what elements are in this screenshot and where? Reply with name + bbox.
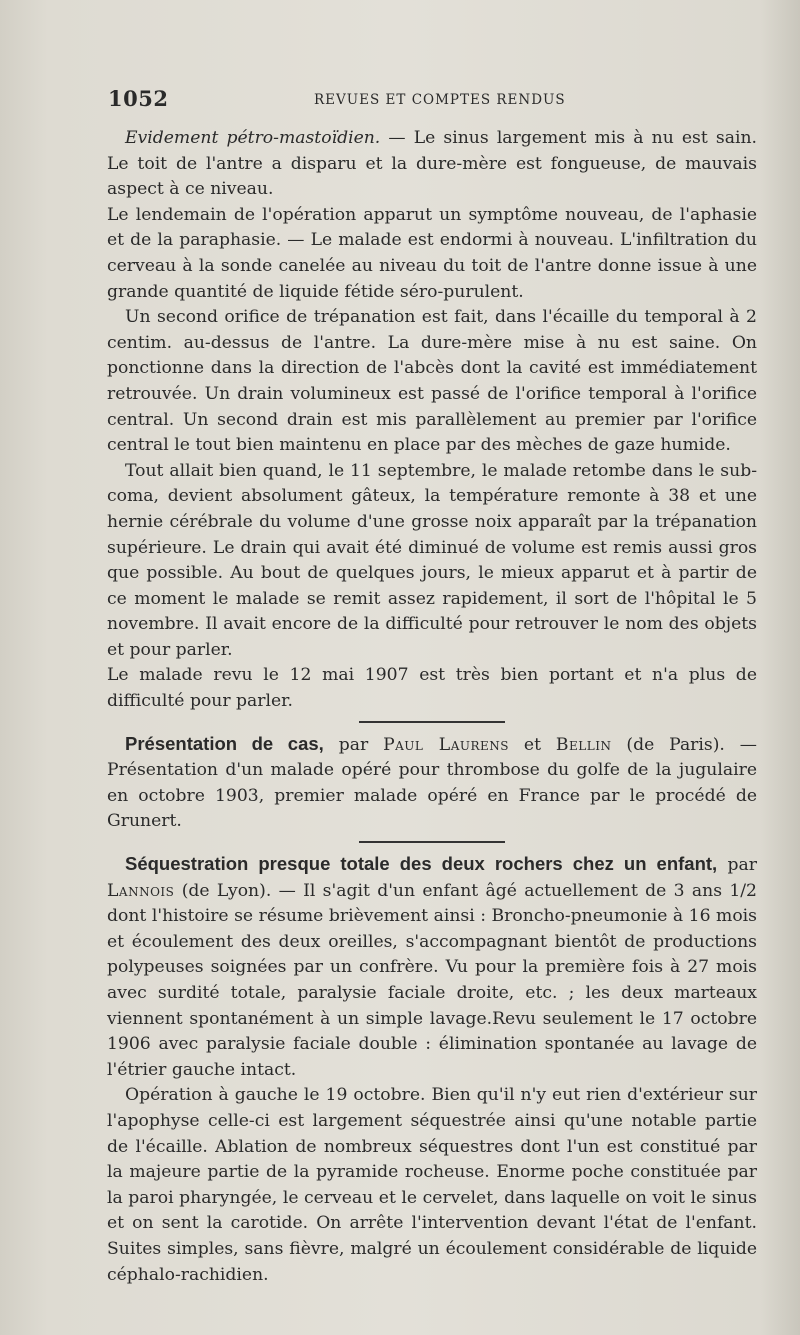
author-name: Bellin (555, 734, 612, 755)
author-name: Paul Laurens (383, 734, 509, 755)
paragraph-operation: Opération à gauche le 19 octobre. Bien qu'il n'y eut rien d'extérieur sur l'apophyse celle-ci est largement séquestrée ainsi qu'une notable partie de l'écaille. Ablation de nombreux séquestres dont l'un est constitué par la majeure partie de la pyramide rocheuse. Enorme poche constituée par la paroi pharyngée, le cerveau et le cervelet, dans laquelle on voit le sinus et on sent la carotide. On arrête l'intervention devant l'état de l'enfant. Suites simples, sans fièvre, malgré un écoulement considérable de liquide céphalo-rachidien. (107, 1085, 757, 1285)
page-number: 1052 (108, 86, 169, 111)
author-place: (de Paris). — (611, 734, 757, 755)
section-title: Séquestration presque totale des deux rochers chez un enfant, (125, 853, 718, 875)
paragraph-evolution: Tout allait bien quand, le 11 septembre, le malade retombe dans le sub-coma, devient absolument gâteux, la température remonte à 38 et une hernie cérébrale du volume d'une grosse noix apparaît par la trépanation supérieure. Le drain qui avait été diminué de volume est remis aussi gros que possible. Au bout de quelques jours, le mieux apparut et à partir de ce moment le malade se remit assez rapidement, il sort de l'hôpital le 5 novembre. Il avait encore de la difficulté pour retrouver le nom des objets et pour parler. (107, 460, 757, 660)
paragraph-trepanation: Un second orifice de trépanation est fait, dans l'écaille du temporal à 2 centim. au-dessus de l'antre. La dure-mère mise à nu est saine. On ponctionne dans la direction de l'abcès dont la cavité est immédiatement retrouvée. Un drain volumineux est passé de l'orifice temporal à l'orifice central. Un second drain est mis parallèlement au premier par l'orifice central le tout bien maintenu en place par des mèches de gaze humide. (107, 307, 757, 456)
section-title: Présentation de cas, (125, 732, 324, 754)
paragraph-lead: Evidement pétro-mastoïdien. (125, 128, 381, 148)
page-body (107, 126, 757, 1288)
author-place: (de Lyon). — (174, 880, 304, 901)
section-and: et (509, 734, 556, 755)
section-divider (359, 841, 505, 843)
paragraph-text: — Le sinus largement mis à nu est sain. Le toit de l'antre a disparu et la dure-mère est fongueuse, de mauvais aspect à ce niveau. (107, 128, 757, 200)
running-head: REVUES ET COMPTES RENDUS (314, 92, 566, 108)
section-presentation-de-cas (107, 731, 757, 835)
section-by: par (323, 734, 384, 755)
author-name: Lannois (107, 880, 175, 901)
paragraph-aphasie: Le lendemain de l'opération apparut un symptôme nouveau, de l'aphasie et de la paraphasie. — Le malade est endormi à nouveau. L'infiltration du cerveau à la sonde canelée au niveau du toit de l'antre donne issue à une grande quantité de liquide fétide séro-purulent. (107, 204, 757, 302)
section-by: par (717, 855, 758, 876)
section-text: Il s'agit d'un enfant âgé actuellement de 3 ans 1/2 dont l'histoire se résume brièvement ainsi : Broncho-pneumonie à 16 mois et écoulement des deux oreilles, s'accompagnant bientôt de productions polypeuses soignées par un confrère. Vu pour la première fois à 27 mois avec surdité totale, paralysie faciale droite, etc. ; les deux marteaux viennent spontanément à un simple lavage.Revu seulement le 17 octobre 1906 avec paralysie faciale double : élimination spontanée au lavage de l'étrier gauche intact. (107, 880, 757, 1080)
paragraph-revu: Le malade revu le 12 mai 1907 est très bien portant et n'a plus de difficulté pour parler. (107, 665, 757, 712)
paragraph-evidement (107, 126, 757, 203)
section-sequestration (107, 851, 757, 1083)
section-divider (359, 721, 505, 723)
page-header (108, 86, 758, 114)
section-text: Présentation d'un malade opéré pour thrombose du golfe de la jugulaire en octobre 1903, premier malade opéré en France par le procédé de Grunert. (107, 760, 757, 832)
